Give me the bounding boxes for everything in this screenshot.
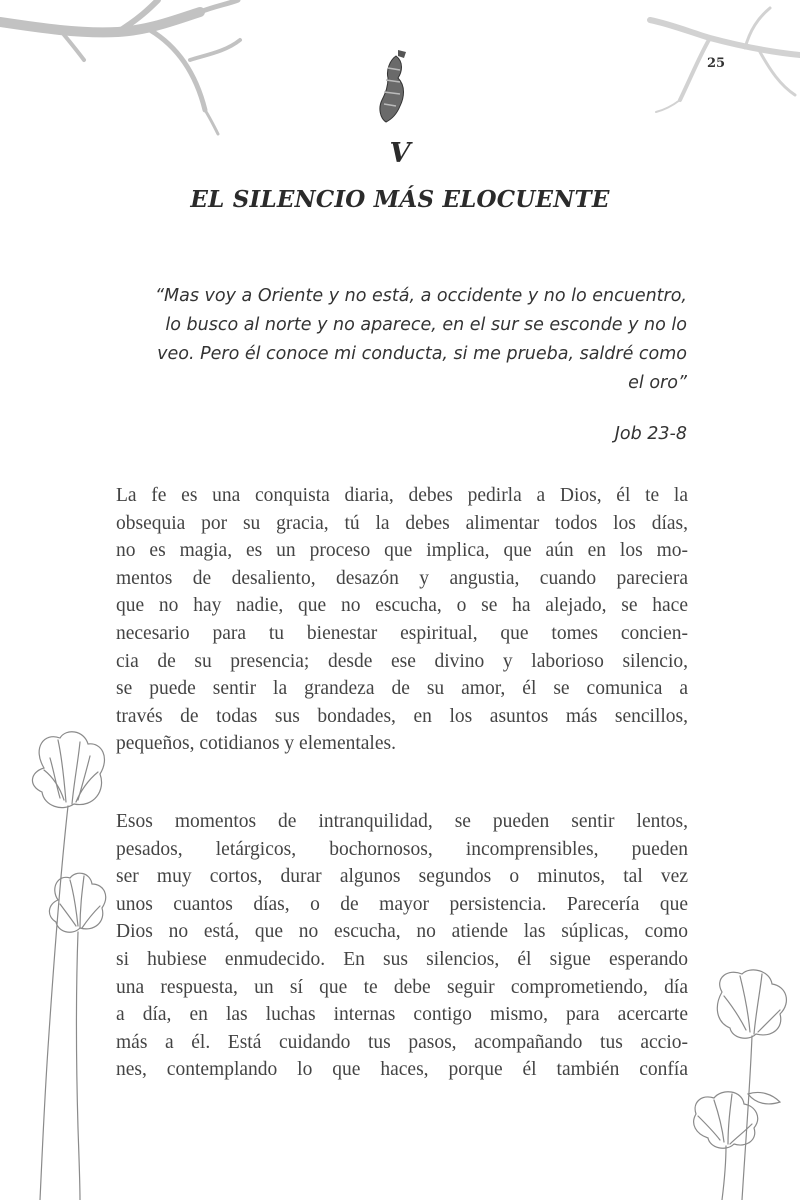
epigraph-line: veo. Pero él conoce mi conducta, si me prueba, saldré como	[157, 344, 687, 364]
paragraph-line: Dios no está, que no escucha, no atiende las súplicas, como	[116, 921, 688, 943]
epigraph	[112, 282, 687, 449]
paragraph-line: una respuesta, un sí que te debe seguir comprometiendo, día	[116, 976, 688, 998]
paragraph-line: pequeños, cotidianos y elementales.	[116, 733, 396, 755]
branch-top-left-illustration	[0, 0, 300, 140]
paragraph-line: La fe es una conquista diaria, debes pedirla a Dios, él te la	[116, 485, 688, 506]
paragraph-line: cia de su presencia; desde ese divino y laborioso silencio,	[116, 650, 688, 672]
chapter-number: V	[389, 138, 411, 169]
paragraph-line: obsequia por su gracia, tú la debes alimentar todos los días,	[116, 512, 688, 534]
epigraph-source: Job 23-8	[614, 424, 687, 444]
paragraph-line: necesario para tu bienestar espiritual, que tomes concien-	[116, 622, 688, 644]
paragraph-line: través de todas sus bondades, en los asuntos más sencillos,	[116, 705, 688, 727]
body-paragraph	[116, 482, 688, 758]
paragraph-line: mentos de desaliento, desazón y angustia, cuando pareciera	[116, 567, 688, 589]
paragraph-line: no es magia, es un proceso que implica, que aún en los mo-	[116, 540, 688, 562]
epigraph-line: el oro”	[628, 373, 687, 393]
epigraph-line: lo busco al norte y no aparece, en el sur se esconde y no lo	[165, 315, 687, 335]
poppy-flowers-left-illustration	[14, 728, 114, 1200]
paragraph-line: a día, en las luchas internas contigo mismo, para acercarte	[116, 1004, 688, 1026]
cocoon-ornament-icon	[374, 48, 418, 124]
paragraph-line: nes, contemplando lo que haces, porque él también confía	[116, 1059, 688, 1081]
paragraph-line: más a él. Está cuidando tus pasos, acompañando tus accio-	[116, 1031, 688, 1053]
body-paragraph	[116, 808, 688, 1084]
paragraph-line: se puede sentir la grandeza de su amor, él se comunica a	[116, 678, 688, 700]
paragraph-line: si hubiese enmudecido. En sus silencios, él sigue esperando	[116, 948, 688, 970]
paragraph-line: pesados, letárgicos, bochornosos, incomprensibles, pueden	[116, 838, 688, 860]
chapter-title: EL SILENCIO MÁS ELOCUENTE	[190, 186, 610, 213]
paragraph-line: Esos momentos de intranquilidad, se pueden sentir lentos,	[116, 811, 688, 832]
page-number: 25	[706, 56, 726, 71]
paragraph-line: que no hay nadie, que no escucha, o se ha alejado, se hace	[116, 595, 688, 617]
paragraph-line: unos cuantos días, o de mayor persistencia. Parecería que	[116, 893, 688, 915]
poppy-flowers-right-illustration	[688, 966, 800, 1200]
epigraph-line: “Mas voy a Oriente y no está, a occidente y no lo encuentro,	[154, 286, 687, 306]
paragraph-line: ser muy cortos, durar algunos segundos o minutos, tal vez	[116, 866, 688, 888]
